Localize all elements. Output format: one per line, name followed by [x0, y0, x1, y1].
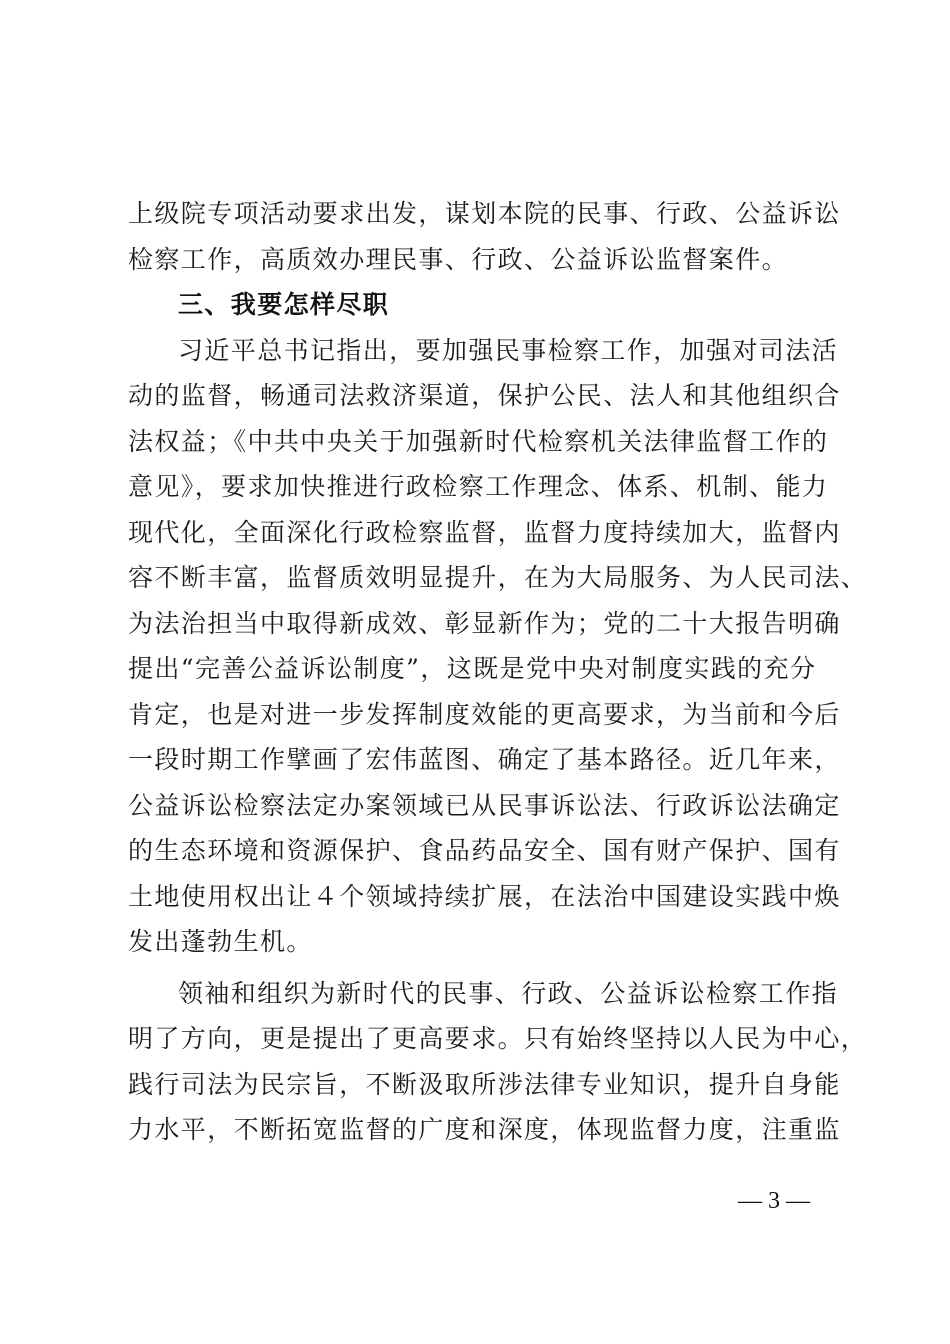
- text-line: 检察工作，高质效办理民事、行政、公益诉讼监督案件。: [128, 244, 789, 274]
- body-text: [128, 191, 868, 1153]
- text-line: 践行司法为民宗旨，不断汲取所涉法律专业知识，提升自身能: [128, 1069, 841, 1099]
- text-line: 肯定，也是对进一步发挥制度效能的更高要求，为当前和今后: [128, 699, 841, 729]
- text-line: 明了方向，更是提出了更高要求。只有始终坚持以人民为中心，: [128, 1024, 868, 1053]
- text-line: 为法治担当中取得新成效、彰显新作为；党的二十大报告明确: [128, 608, 841, 638]
- text-line: 发出蓬勃生机。: [128, 927, 313, 956]
- text-line: 容不断丰富，监督质效明显提升，在为大局服务、为人民司法、: [128, 563, 868, 592]
- text-line: 提出“完善公益诉讼制度”，这既是党中央对制度实践的充分: [128, 654, 817, 683]
- text-line: 一段时期工作擘画了宏伟蓝图、确定了基本路径。近几年来，: [128, 745, 841, 774]
- paragraph-first-line: 习近平总书记指出，要加强民事检察工作，加强对司法活: [178, 335, 839, 365]
- text-line: 法权益；《中共中央关于加强新时代检察机关法律监督工作的: [128, 426, 829, 456]
- text-line: 的生态环境和资源保护、食品药品安全、国有财产保护、国有: [128, 836, 841, 865]
- text-line: 公益诉讼检察法定办案领域已从民事诉讼法、行政诉讼法确定: [128, 790, 841, 820]
- text-line: 上级院专项活动要求出发，谋划本院的民事、行政、公益诉讼: [128, 199, 841, 228]
- page-number: — 3 —: [738, 1188, 810, 1214]
- text-line: 力水平，不断拓宽监督的广度和深度，体现监督力度，注重监: [128, 1115, 841, 1144]
- text-line: 现代化，全面深化行政检察监督，监督力度持续加大，监督内: [128, 517, 841, 547]
- text-line: 土地使用权出让４个领域持续扩展，在法治中国建设实践中焕: [128, 881, 841, 911]
- text-line: 意见》，要求加快推进行政检察工作理念、体系、机制、能力: [128, 472, 829, 501]
- section-heading: 三、我要怎样尽职: [178, 290, 390, 319]
- text-line: 动的监督，畅通司法救济渠道，保护公民、法人和其他组织合: [128, 381, 841, 410]
- paragraph-first-line: 领袖和组织为新时代的民事、行政、公益诉讼检察工作指: [178, 978, 839, 1008]
